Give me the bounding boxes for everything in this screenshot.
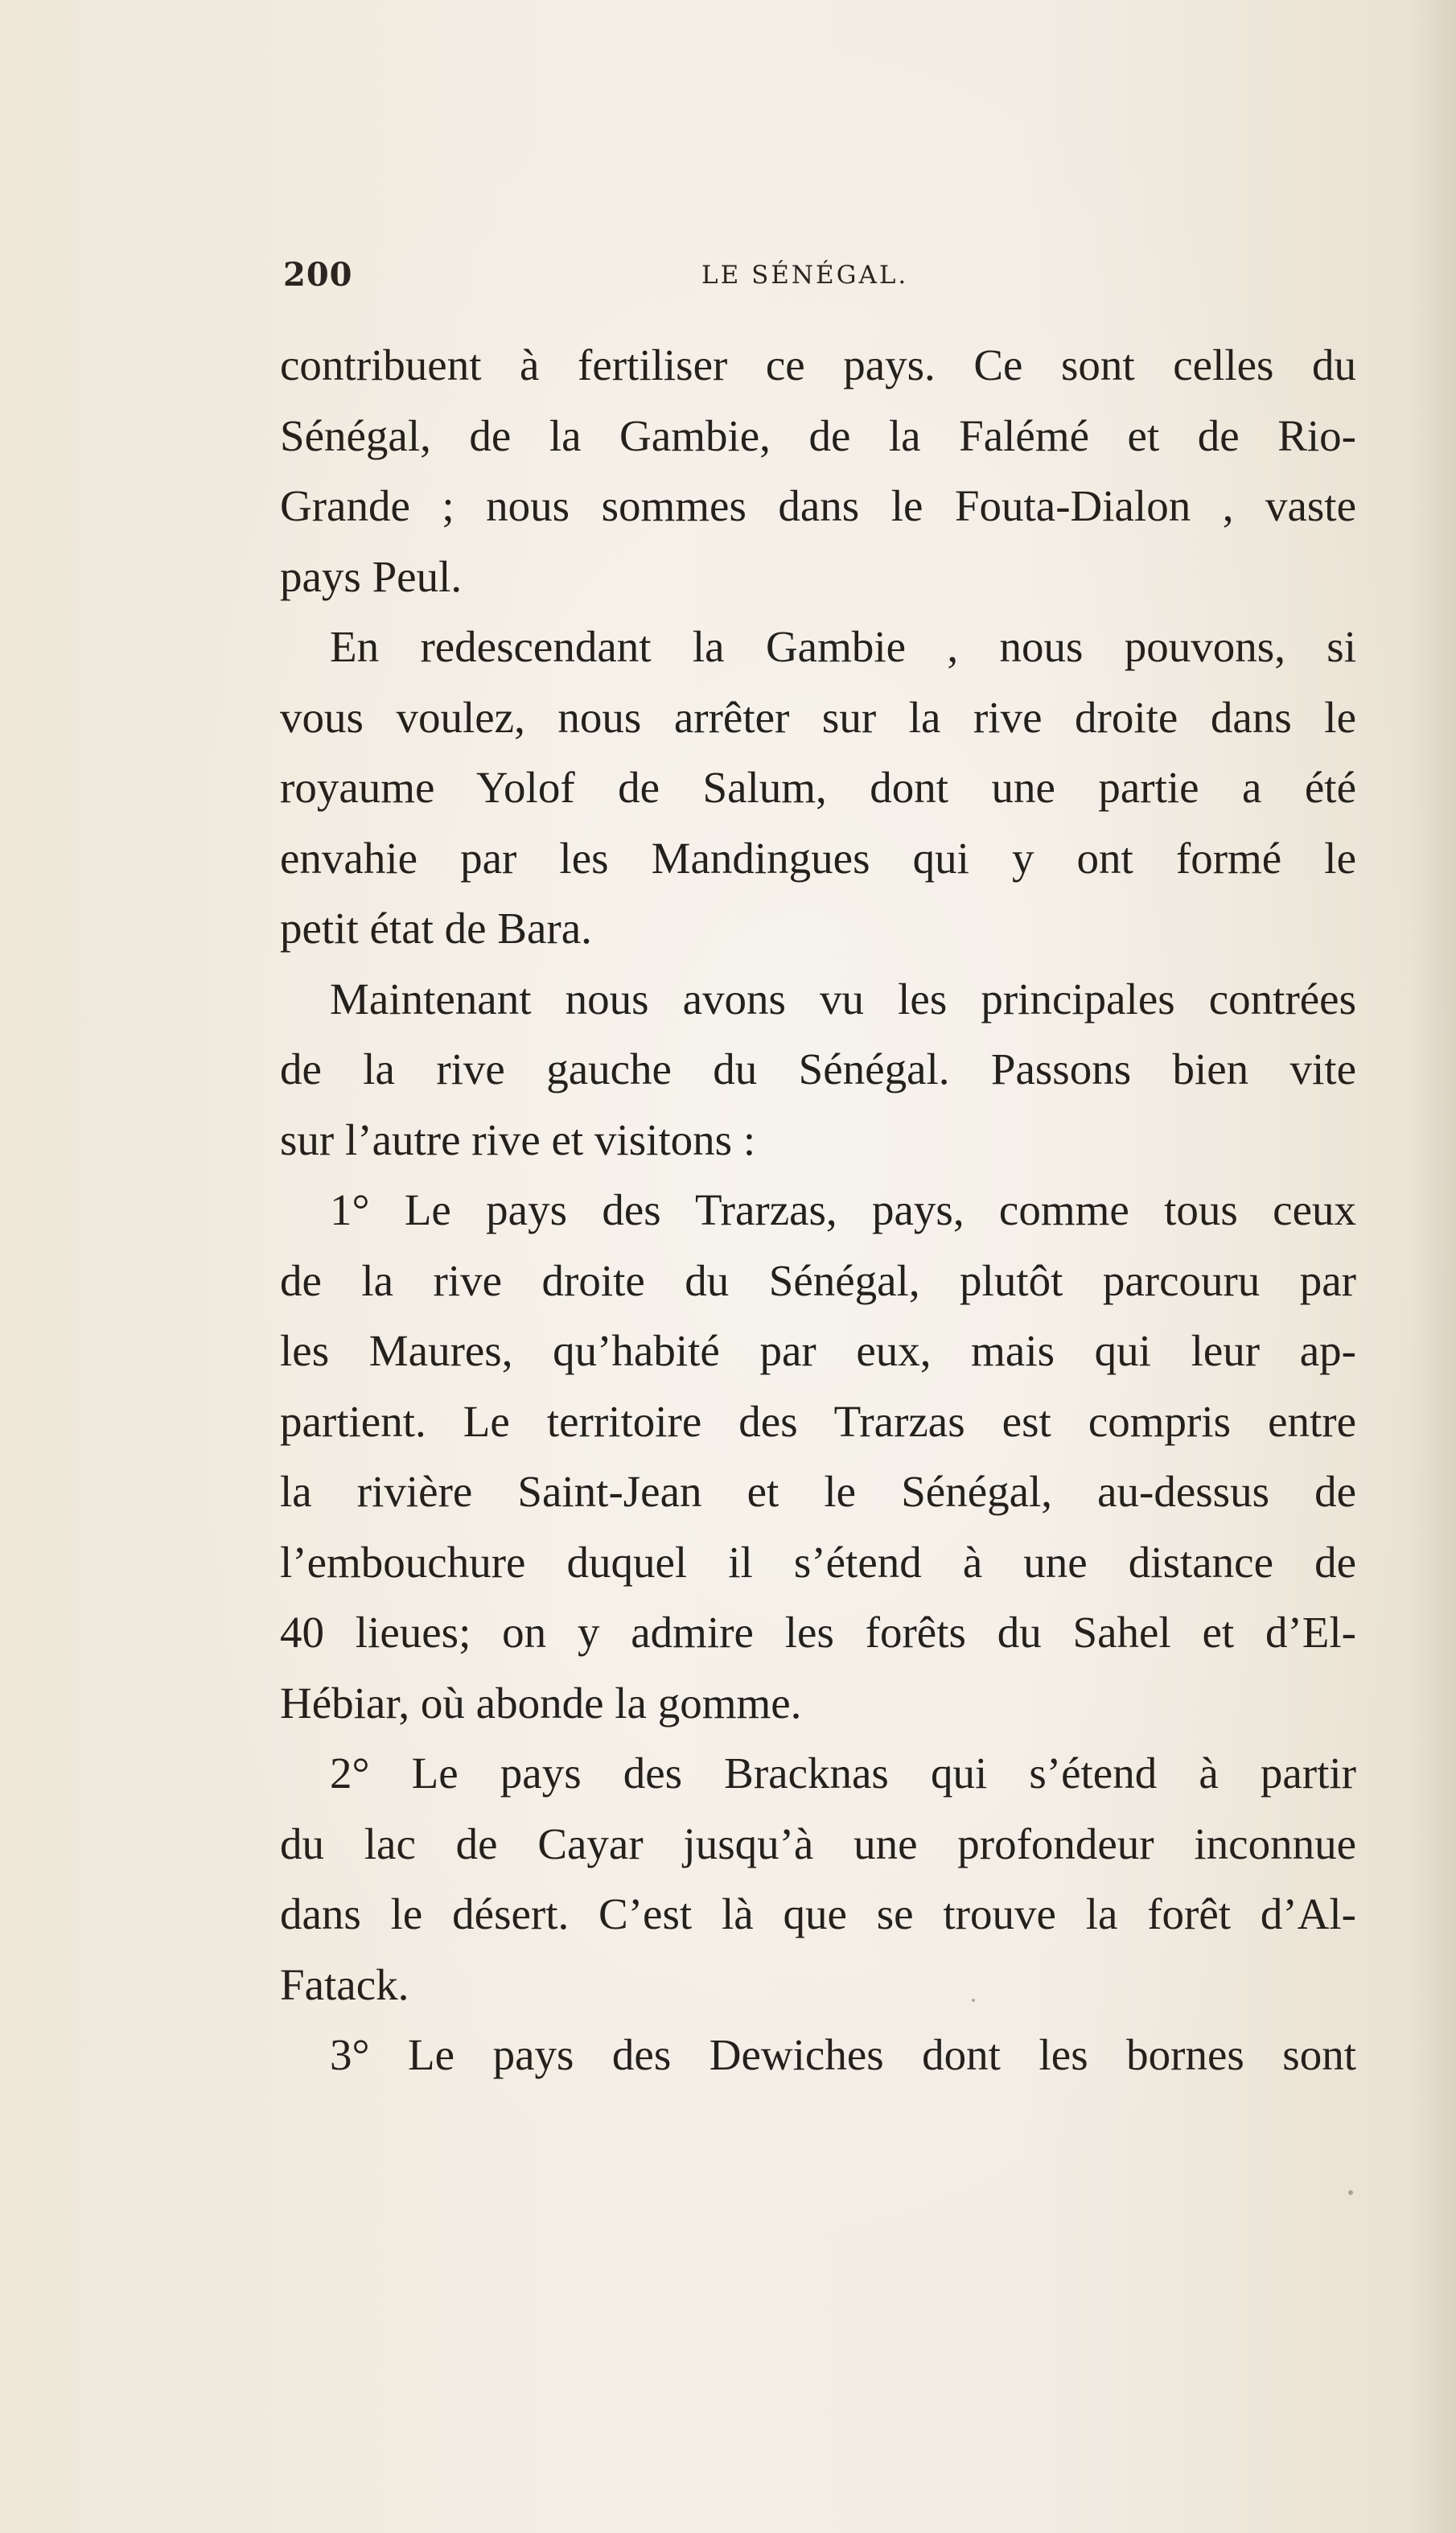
page-number: 200 <box>283 256 353 294</box>
text-line: de la rive gauche du Sénégal. Passons bien vite <box>280 1044 1356 1094</box>
page-edge-shadow <box>1408 0 1456 2533</box>
running-title: LE SÉNÉGAL. <box>701 261 909 290</box>
text-line: du lac de Cayar jusqu’à une profondeur inconnue <box>280 1818 1356 1868</box>
body-text <box>280 330 1356 2090</box>
text-line: 40 lieues; on y admire les forêts du Sahel et d’El- <box>280 1608 1356 1657</box>
text-line: envahie par les Mandingues qui y ont formé le <box>280 833 1356 883</box>
text-line: royaume Yolof de Salum, dont une partie a été <box>280 763 1356 812</box>
text-line: l’embouchure duquel il s’étend à une distance de <box>280 1537 1356 1587</box>
text-line: contribuent à fertiliser ce pays. Ce sont celles du <box>280 340 1356 389</box>
text-line: partient. Le territoire des Trarzas est compris entre <box>280 1396 1356 1446</box>
text-line: sur l’autre rive et visitons : <box>280 1114 756 1164</box>
text-line: vous voulez, nous arrêter sur la rive droite dans le <box>280 692 1356 742</box>
paper-speck <box>1348 2190 1353 2195</box>
text-line: En redescendant la Gambie , nous pouvons, si <box>330 622 1356 671</box>
paper-speck <box>972 1999 975 2002</box>
text-line: pays Peul. <box>280 551 463 601</box>
text-line: la rivière Saint-Jean et le Sénégal, au-dessus de <box>280 1467 1356 1516</box>
text-line: Hébiar, où abonde la gomme. <box>280 1678 802 1728</box>
text-line: Maintenant nous avons vu les principales contrées <box>330 974 1356 1023</box>
text-line: 2° Le pays des Bracknas qui s’étend à partir <box>330 1748 1356 1798</box>
text-line: Sénégal, de la Gambie, de la Falémé et de Rio- <box>280 410 1356 460</box>
text-line: les Maures, qu’habité par eux, mais qui leur ap- <box>280 1326 1356 1375</box>
text-line: de la rive droite du Sénégal, plutôt parcouru par <box>280 1255 1356 1305</box>
text-line: petit état de Bara. <box>280 904 592 953</box>
text-line: 3° Le pays des Dewiches dont les bornes sont <box>330 2030 1356 2079</box>
text-line: Fatack. <box>280 1959 409 2009</box>
page-header <box>283 256 1361 296</box>
text-line: 1° Le pays des Trarzas, pays, comme tous ceux <box>330 1185 1356 1234</box>
text-line: dans le désert. C’est là que se trouve la forêt d’Al- <box>280 1889 1356 1938</box>
text-line: Grande ; nous sommes dans le Fouta-Dialon , vaste <box>280 481 1356 530</box>
